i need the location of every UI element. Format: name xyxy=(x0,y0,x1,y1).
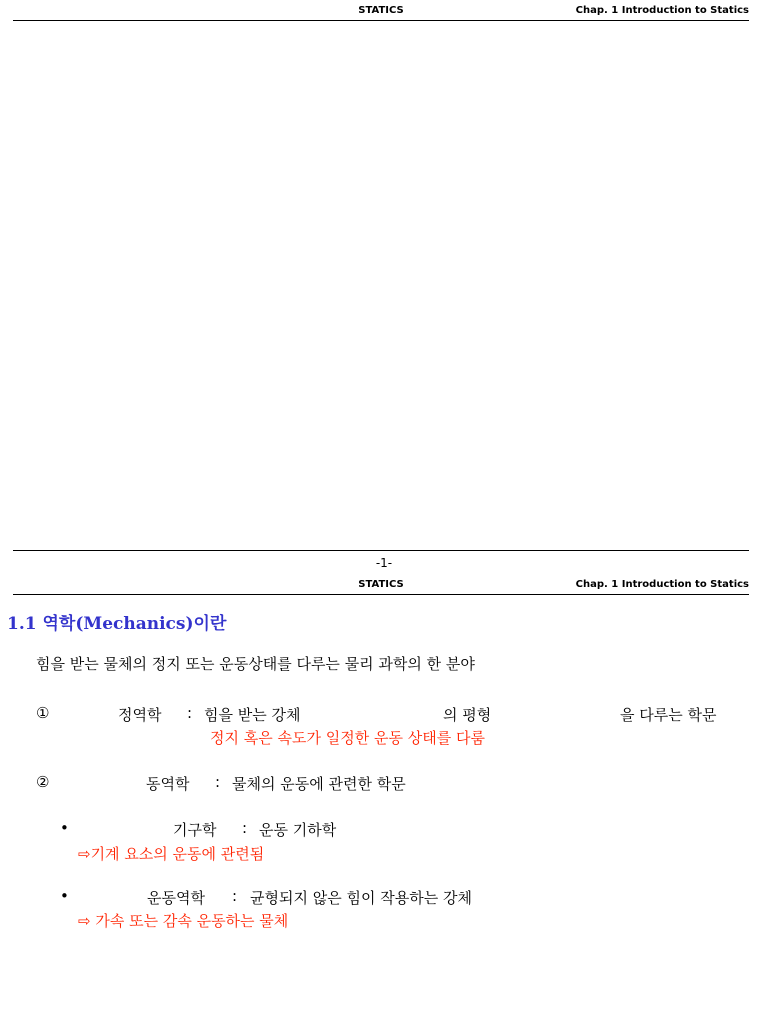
bullet2-note: ⇨ 가속 또는 감속 운동하는 물체 xyxy=(78,912,289,930)
bullet1-text: 운동 기하학 xyxy=(259,821,337,839)
item1-text-b: 의 평형 xyxy=(443,706,492,724)
bullet1-term: 기구학 xyxy=(173,821,217,839)
item1-marker: ① xyxy=(36,704,50,722)
bullet-dot: • xyxy=(60,819,69,837)
item1-colon: : xyxy=(187,704,193,722)
page1-header xyxy=(13,2,749,21)
section-title: 1.1 역학(Mechanics)이란 xyxy=(7,614,227,634)
bullet2-text: 균형되지 않은 힘이 작용하는 강체 xyxy=(250,889,472,907)
page2-header xyxy=(13,576,749,595)
bullet1-note: ⇨기계 요소의 운동에 관련됨 xyxy=(78,845,265,863)
definition-text: 힘을 받는 물체의 정지 또는 운동상태를 다루는 물리 과학의 한 분야 xyxy=(36,655,475,673)
item2-text: 물체의 운동에 관련한 학문 xyxy=(232,775,406,793)
item1-text-c: 을 다루는 학문 xyxy=(620,706,717,724)
item1-term: 정역학 xyxy=(118,706,162,724)
header-title: STATICS xyxy=(358,579,404,590)
item1-text-a: 힘을 받는 강체 xyxy=(204,706,301,724)
page-number: -1- xyxy=(375,556,393,570)
header-chapter: Chap. 1 Introduction to Statics xyxy=(575,579,749,590)
item2-marker: ② xyxy=(36,773,50,791)
page1-footer-rule xyxy=(13,550,749,551)
bullet2-colon: : xyxy=(232,887,238,905)
item2-colon: : xyxy=(215,773,221,791)
bullet1-colon: : xyxy=(242,819,248,837)
item1-note: 정지 혹은 속도가 일정한 운동 상태를 다룸 xyxy=(210,729,485,747)
item2-term: 동역학 xyxy=(146,775,190,793)
header-chapter: Chap. 1 Introduction to Statics xyxy=(575,5,749,16)
header-title: STATICS xyxy=(358,5,404,16)
bullet-dot: • xyxy=(60,887,69,905)
bullet2-term: 운동역학 xyxy=(147,889,205,907)
